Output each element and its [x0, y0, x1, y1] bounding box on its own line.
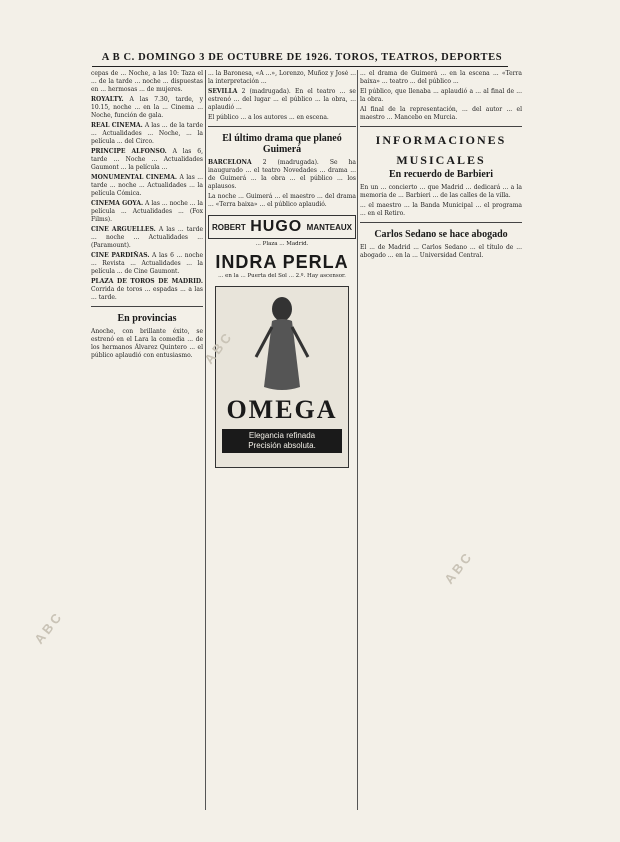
article-text: 2 (madrugada). Se ha inaugurado ... el teatro Novedades ... drama ... de Guimerá ... la obra ... el público ... los aplausos.: [208, 159, 356, 190]
divider: [360, 126, 522, 127]
woman-figure-illustration: [216, 287, 348, 397]
article-heading: PRINCIPE ALFONSO.: [91, 148, 167, 155]
ad-perla-title: INDRA PERLA: [215, 252, 349, 272]
divider: [208, 126, 356, 127]
article-heading: MONUMENTAL CINEMA.: [91, 174, 177, 181]
article-text: Corrida de toros ... espadas ... a las ... tarde.: [91, 286, 203, 301]
article-paragraph: [208, 88, 356, 112]
article-text: La noche ... Guimerá ... el maestro ... del drama ... «Terra baixa» ... el público aplaudió.: [208, 193, 356, 208]
article-paragraph: [360, 244, 522, 260]
info-title-line2: MUSICALES: [396, 153, 486, 167]
article-text: El público, que llenaba ... aplaudió a ... al final de ... la obra.: [360, 88, 522, 103]
column-separator: [205, 70, 206, 810]
section-heading-provincias: En provincias: [117, 313, 177, 324]
column-2: [208, 70, 356, 468]
column-3-after: [360, 184, 522, 218]
watermark-stamp: ABC: [441, 548, 476, 587]
article-paragraph: [91, 148, 203, 172]
article-paragraph: [91, 328, 203, 360]
article-text: A las ... tarde ... noche ... Actualidades ... (Paramount).: [91, 226, 203, 249]
article-text: 2 (madrugada). En el teatro ... se estrenó ... del lugar ... el público ... la obra, ... aplaudió ...: [208, 88, 356, 111]
omega-tagline-1: Elegancia refinada: [248, 431, 316, 440]
article-paragraph: [208, 70, 356, 86]
omega-brand: OMEGA: [226, 395, 338, 424]
article-text: En un ... concierto ... que Madrid ... dedicará ... a la memoria de ... Barbieri ... de las calles de la villa.: [360, 184, 522, 199]
article-heading: REAL CINEMA.: [91, 122, 143, 129]
divider: [91, 306, 203, 307]
ad-robert-address: ... Plaza ... Madrid.: [255, 241, 309, 247]
article-paragraph: [360, 202, 522, 218]
article-text: ... el drama de Guimerá ... en la escena ... «Terra baixa» ... teatro ... del público ...: [360, 70, 522, 85]
article-paragraph: [208, 114, 356, 122]
running-head: A B C. DOMINGO 3 DE OCTUBRE DE 1926. TOROS, TEATROS, DEPORTES: [101, 52, 503, 63]
column-2-after: [208, 159, 356, 209]
omega-tagline-2: Precisión absoluta.: [248, 441, 316, 450]
article-heading: ROYALTY.: [91, 96, 124, 103]
article-paragraph: [91, 122, 203, 146]
article-paragraph: [360, 184, 522, 200]
ad-robert-left: ROBERT: [212, 222, 246, 232]
article-text: A las 7.30, tarde, y 10.15, noche ... en la ... Cinema ... Noche, función de gala.: [91, 96, 203, 119]
ad-robert-hugo: [208, 215, 356, 239]
article-text: A las ... noche ... la película ... Actualidades ... (Fox Films).: [91, 200, 203, 223]
article-heading: CINE ARGUELLES.: [91, 226, 156, 233]
article-text: A las ... tarde ... noche ... Actualidades ... la película Cómica.: [91, 174, 203, 197]
article-heading: CINEMA GOYA.: [91, 200, 144, 207]
info-subtitle: En recuerdo de Barbieri: [389, 169, 493, 180]
column-1-articles: [91, 70, 203, 302]
column-3: [360, 70, 522, 262]
article-paragraph: [91, 200, 203, 224]
article-paragraph: [208, 193, 356, 209]
info-title-line1: INFORMACIONES: [375, 133, 507, 147]
column-1-after: [91, 328, 203, 360]
watermark-stamp: ABC: [201, 328, 236, 367]
ad-robert-center: HUGO: [250, 218, 303, 235]
section-heading-sedano: Carlos Sedano se hace abogado: [374, 229, 508, 240]
article-paragraph: [91, 278, 203, 302]
article-heading: PLAZA DE TOROS DE MADRID.: [91, 278, 203, 285]
article-paragraph: [360, 70, 522, 86]
article-text: A las 6 ... noche ... Revista ... Actualidades ... la película ... de Cine Gaumont.: [91, 252, 203, 275]
watermark-stamp: ABC: [31, 608, 66, 647]
section-heading-guimera: El último drama que planeó Guimerá: [222, 133, 342, 155]
column-1: [91, 70, 203, 362]
article-heading: SEVILLA: [208, 88, 238, 95]
article-text: ... la Baronesa, «A ...», Lorenzo, Muñoz y José ... la interpretación ...: [208, 70, 356, 85]
article-text: A las 6, tarde ... Noche ... Actualidades Gaumont ... la película ...: [91, 148, 203, 171]
omega-tagline: [222, 429, 342, 453]
article-paragraph: [91, 226, 203, 250]
article-text: ... el maestro ... la Banda Municipal ... el programa ... en el Retiro.: [360, 202, 522, 217]
article-heading: CINE PARDIÑAS.: [91, 252, 150, 259]
ad-robert-right: MANTEAUX: [306, 222, 352, 232]
omega-ad: [215, 286, 349, 468]
column-separator: [357, 70, 358, 810]
article-text: El ... de Madrid ... Carlos Sedano ... el título de ... abogado ... en la ... Universidad Central.: [360, 244, 522, 259]
article-paragraph: [91, 252, 203, 276]
article-paragraph: [208, 159, 356, 191]
article-text: cepas de ... Noche, a las 10: Taza el ... de la tarde ... noche ... dispuestas en ... hermosas ... de mujeres.: [91, 70, 203, 93]
article-text: Anoche, con brillante éxito, se estrenó en el Lara la comedia ... de los hermanos Álvarez Quintero ... el público aplaudió con entusiasmo.: [91, 328, 203, 359]
article-paragraph: [91, 70, 203, 94]
article-paragraph: [360, 106, 522, 122]
column-3-articles: [360, 70, 522, 122]
article-paragraph: [360, 88, 522, 104]
article-heading: BARCELONA: [208, 159, 252, 166]
article-paragraph: [91, 96, 203, 120]
divider: [360, 222, 522, 223]
article-paragraph: [91, 174, 203, 198]
column-2-articles: [208, 70, 356, 122]
column-3-end: [360, 244, 522, 260]
article-text: A las ... de la tarde ... Actualidades ... Noche, ... la película ... del Circo.: [91, 122, 203, 145]
head-rule: [92, 66, 508, 67]
article-text: Al final de la representación, ... del autor ... el maestro ... Mancebo en Murcia.: [360, 106, 522, 121]
ad-perla-text: ... en la ... Puerta del Sol ... 2.º. Hay ascensor.: [218, 273, 346, 279]
article-text: El público ... a los autores ... en escena.: [208, 114, 329, 121]
